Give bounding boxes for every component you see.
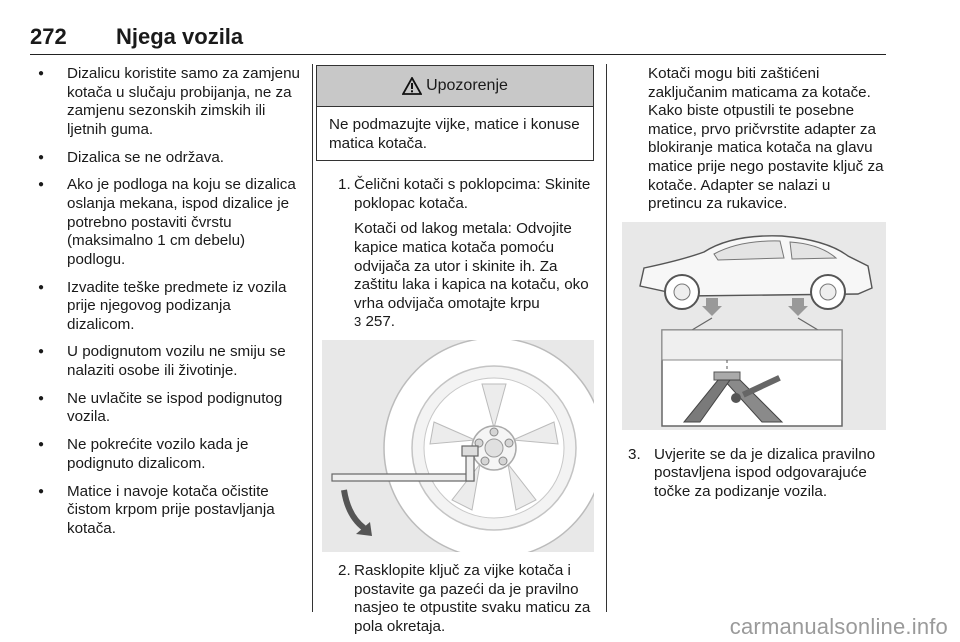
page-number: 272 — [30, 24, 67, 49]
page-header — [30, 24, 886, 55]
bullet-item: ● Ne uvlačite se ispod podignutog vozila. — [34, 390, 302, 427]
step-3-text: Uvjerite se da je dizalica pravilno postavljena ispod odgovarajuće točke za podizanje vozila. — [654, 445, 876, 500]
wheel-illustration — [322, 340, 594, 552]
step-2-text: Rasklopite ključ za vijke kotača i postavite ga pazeći da je pravilno nasjeo te otpustite svaku maticu za pola okretaja. — [354, 561, 591, 635]
page-title: Njega vozila — [116, 24, 244, 49]
rotation-arrow-icon — [344, 490, 364, 528]
column-divider-2 — [606, 64, 607, 612]
step-number: 1. — [338, 176, 351, 194]
warning-title: Upozorenje — [426, 76, 508, 94]
bullet-item: ● Izvadite teške predmete iz vozila prije njegovog podizanja dizalicom. — [34, 279, 302, 335]
column-left — [34, 65, 302, 548]
bullet-item: ● Ako je podloga na koju se dizalica oslanja mekana, ispod dizalice je potrebno postaviti čvrstu (maksimalno 1 cm debelu) podlogu. — [34, 176, 302, 269]
warning-triangle-icon — [402, 77, 422, 95]
jack-point-arrow-icon — [788, 298, 808, 316]
warning-box — [316, 65, 594, 161]
bullet-item: ● U podignutom vozilu ne smiju se nalaziti osobe ili životinje. — [34, 343, 302, 380]
page-reference[interactable]: 257. — [365, 313, 396, 331]
step-1-para-2-text: Kotači od lakog metala: Odvojite kapice matica kotača pomoću odvijača za utor i skinite ih. Za zaštitu laka i kapica na kotaču, oko vrha odvijača omotajte krpu — [354, 220, 589, 312]
car-side-icon — [640, 236, 872, 309]
step-3 — [622, 446, 886, 502]
step-1-para-1: Čelični kotači s poklopcima: Skinite poklopac kotača. — [354, 176, 591, 212]
step-1 — [322, 176, 594, 332]
step-1-para-2 — [354, 220, 594, 332]
bullet-item: ● Ne pokrećite vozilo kada je podignuto dizalicom. — [34, 436, 302, 473]
locking-nuts-paragraph: Kotači mogu biti zaštićeni zaključanim maticama za kotače. Kako biste otpustili te posebne matice, prvo pričvrstite adapter za blokiranje matica kotača na glavu matice prije nego postavite ključ za kotače. Adapter se nalazi u pretincu za rukavice. — [648, 65, 884, 213]
wheel-wrench-illustration — [322, 340, 594, 552]
step-2 — [322, 562, 594, 636]
column-divider-1 — [312, 64, 313, 612]
safety-bullet-list — [34, 65, 302, 538]
step-number: 2. — [338, 561, 351, 579]
column-right — [622, 65, 886, 502]
step-number: 3. — [628, 445, 641, 463]
jack-point-arrow-icon — [702, 298, 722, 316]
watermark: carmanualsonline.info — [729, 614, 948, 639]
column-middle — [322, 65, 594, 636]
bullet-item: ● Dizalicu koristite samo za zamjenu kotača u slučaju probijanja, ne za zamjenu sezonskih zimskih ili ljetnih guma. — [34, 65, 302, 139]
car-jack-illustration — [622, 222, 886, 430]
bullet-item: ● Matice i navoje kotača očistite čistom krpom prije postavljanja kotača. — [34, 483, 302, 539]
warning-header — [317, 66, 593, 107]
jack-point-illustration — [622, 222, 886, 430]
bullet-item: ● Dizalica se ne održava. — [34, 149, 302, 168]
warning-text: Ne podmazujte vijke, matice i konuse matica kotača. — [329, 116, 580, 152]
page-reference-icon: 3 — [354, 314, 362, 330]
